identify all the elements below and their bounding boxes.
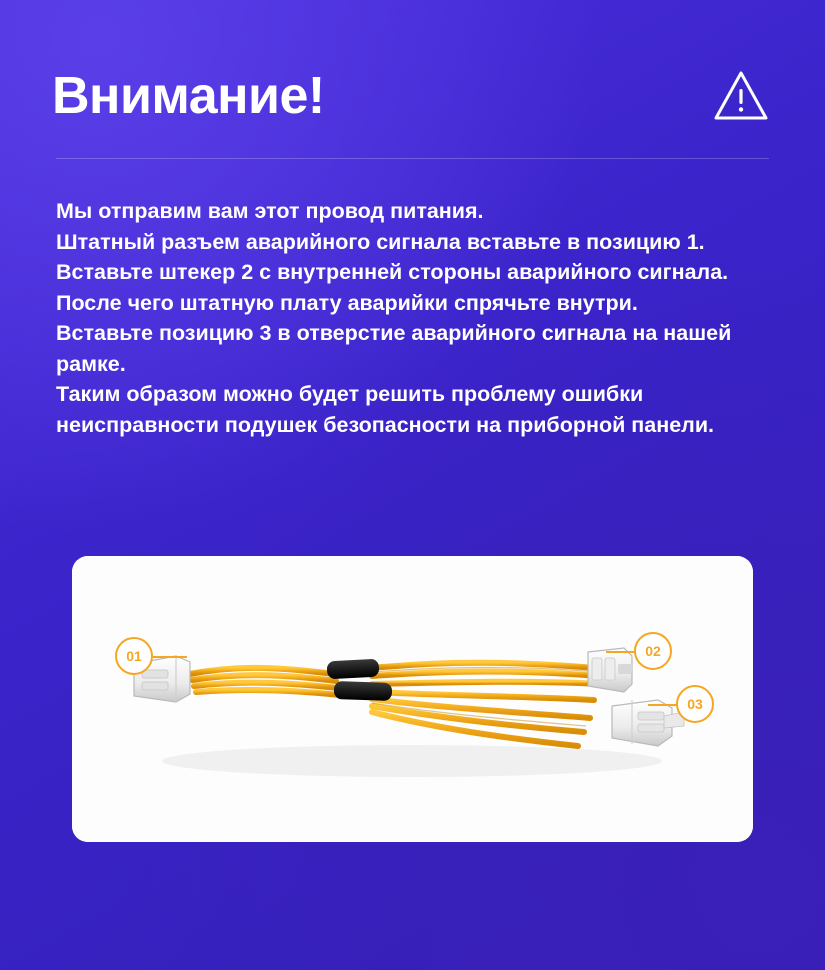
product-photo-card — [72, 556, 753, 842]
instruction-paragraph-4: Вставьте позицию 3 в отверстие аварийного сигнала на нашей рамке. — [56, 321, 732, 376]
page-header — [52, 48, 773, 144]
instruction-text — [56, 196, 769, 440]
warning-triangle-icon — [713, 69, 769, 123]
callout-leader-line-02 — [606, 651, 636, 653]
instruction-paragraph-2: Штатный разъем аварийного сигнала вставьте в позицию 1. — [56, 229, 705, 254]
instruction-paragraph-3: Вставьте штекер 2 с внутренней стороны аварийного сигнала. После чего штатную плату аварийки спрячьте внутри. — [56, 260, 729, 315]
callout-badge-03: 03 — [676, 685, 714, 723]
instruction-paragraph-5: Таким образом можно будет решить проблему ошибки неисправности подушек безопасности на приборной панели. — [56, 382, 715, 437]
callout-badge-02: 02 — [634, 632, 672, 670]
header-divider — [56, 158, 769, 159]
page-title: Внимание! — [52, 67, 325, 125]
instruction-paragraph-1: Мы отправим вам этот провод питания. — [56, 199, 484, 223]
callout-leader-line-03 — [648, 704, 678, 706]
wiring-harness-photo — [72, 556, 753, 842]
callout-badge-01: 01 — [115, 637, 153, 675]
callout-leader-line-01 — [153, 656, 187, 658]
